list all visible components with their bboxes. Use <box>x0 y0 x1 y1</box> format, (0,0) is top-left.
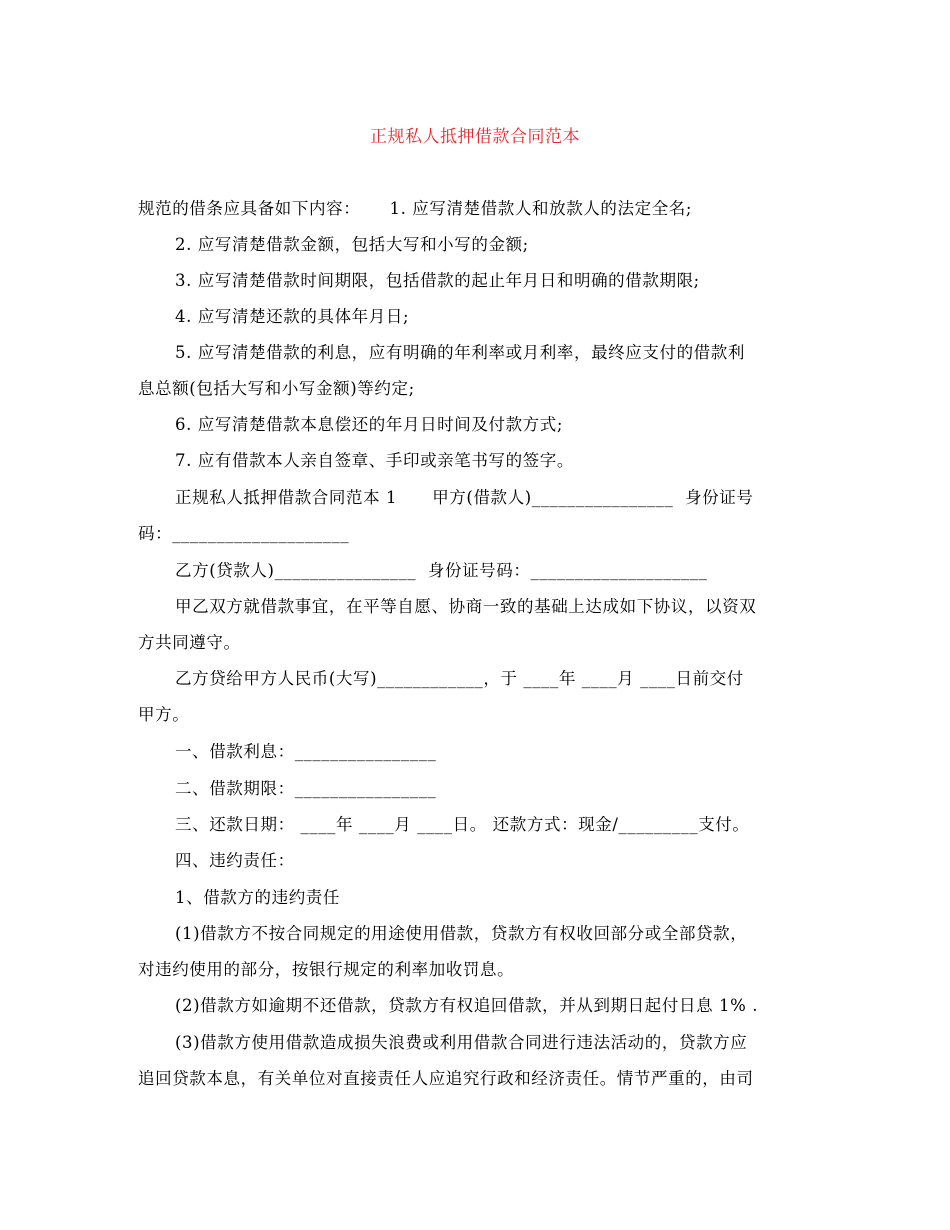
text-line: 乙方(贷款人)________________ 身份证号码：____________________ <box>175 561 708 580</box>
text-line: 2. 应写清楚借款金额，包括大写和小写的金额; <box>175 235 529 254</box>
text-line: 规范的借条应具备如下内容： 1. 应写清楚借款人和放款人的法定全名; <box>138 199 693 218</box>
text-line: 息总额(包括大写和小写金额)等约定; <box>138 379 415 398</box>
text-line: 码：____________________ <box>138 524 350 543</box>
text-line: 7. 应有借款本人亲自签章、手印或亲笔书写的签字。 <box>175 451 574 470</box>
text-line: 4. 应写清楚还款的具体年月日; <box>175 307 410 326</box>
text-line: 甲方。 <box>138 705 190 724</box>
text-line: (2)借款方如逾期不还借款，贷款方有权追回借款，并从到期日起付日息 1% . <box>175 996 759 1015</box>
text-line: 一、借款利息：________________ <box>175 742 437 761</box>
text-line: 四、违约责任： <box>175 851 295 870</box>
text-line: 3. 应写清楚借款时间期限，包括借款的起止年月日和明确的借款期限; <box>175 271 700 290</box>
text-line: (1)借款方不按合同规定的用途使用借款，贷款方有权收回部分或全部贷款， <box>175 924 748 943</box>
text-line: 甲乙双方就借款事宜，在平等自愿、协商一致的基础上达成如下协议，以资双 <box>175 597 757 616</box>
text-line: 乙方贷给甲方人民币(大写)____________，于 ____年 ____月 ____日前交付 <box>175 669 744 688</box>
text-line: 正规私人抵押借款合同范本 1 甲方(借款人)________________ 身份证号 <box>175 488 754 507</box>
text-line: 二、借款期限：________________ <box>175 779 437 798</box>
text-line: 方共同遵守。 <box>138 633 241 652</box>
text-line: 三、还款日期： ____年 ____月 ____日。 还款方式：现金/_________支付。 <box>175 815 750 834</box>
text-line: 1、借款方的违约责任 <box>175 888 340 907</box>
document-title: 正规私人抵押借款合同范本 <box>370 127 580 147</box>
text-line: 对违约使用的部分，按银行规定的利率加收罚息。 <box>138 960 515 979</box>
text-line: (3)借款方使用借款造成损失浪费或利用借款合同进行违法活动的，贷款方应 <box>175 1033 748 1052</box>
text-line: 6. 应写清楚借款本息偿还的年月日时间及付款方式; <box>175 415 564 434</box>
text-line: 5. 应写清楚借款的利息，应有明确的年利率或月利率，最终应支付的借款利 <box>175 343 745 362</box>
text-line: 追回贷款本息，有关单位对直接责任人应追究行政和经济责任。情节严重的，由司 <box>138 1069 754 1088</box>
